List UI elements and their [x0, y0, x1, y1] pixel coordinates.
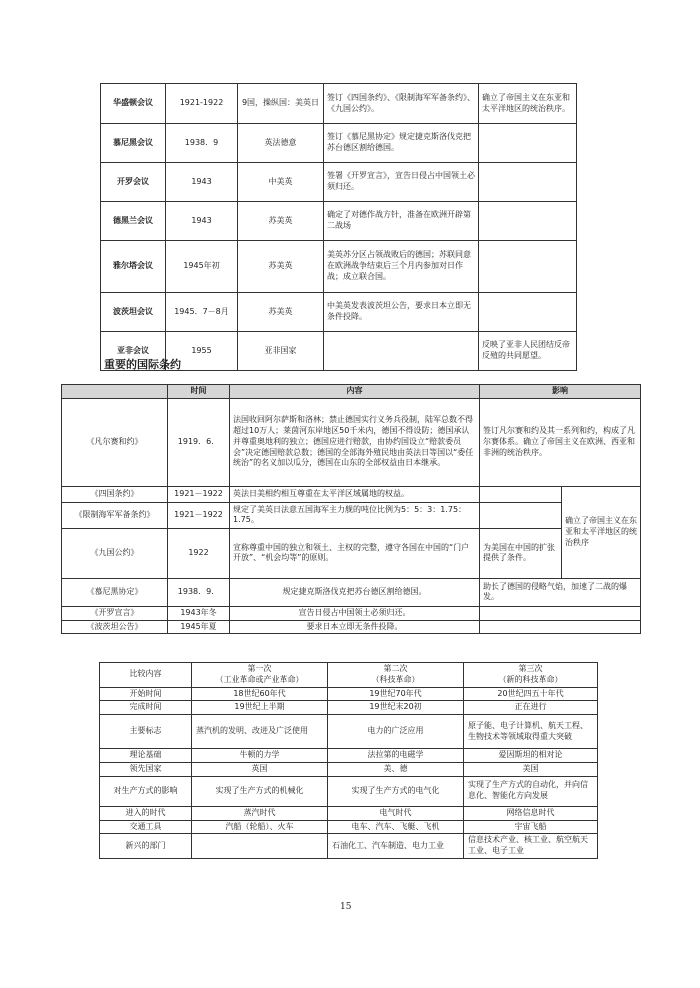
conference-content: 签订《慕尼黑协定》规定捷克斯洛伐克把苏台德区割给德国。 — [324, 124, 479, 163]
row-label: 进入的时代 — [100, 806, 192, 820]
treaty-time: 1945年夏 — [168, 620, 230, 634]
conference-impact — [479, 293, 577, 332]
table-cell: 宇宙飞船 — [464, 820, 598, 834]
table-row — [100, 701, 598, 715]
conference-table — [100, 83, 577, 371]
conference-time: 1921-1922 — [166, 84, 238, 124]
table-row — [62, 578, 641, 606]
conference-name: 亚非会议 — [101, 332, 166, 371]
conference-parties: 苏美英 — [238, 241, 324, 293]
table-cell: 美、德 — [328, 762, 464, 776]
table-row — [101, 163, 577, 202]
treaty-content: 规定捷克斯洛伐克把苏台德区割给德国。 — [230, 578, 480, 606]
table-cell: 牛顿的力学 — [192, 749, 328, 763]
treaties-header-row — [62, 385, 641, 399]
treaty-time: 1919．6． — [168, 398, 230, 486]
treaty-content: 要求日本立即无条件投降。 — [230, 620, 480, 634]
conference-content: 美英苏分区占领战败后的德国；苏联同意在欧洲战争结束后三个月内参加对日作战；成立联合国。 — [324, 241, 479, 293]
table-row — [62, 606, 641, 620]
conference-content — [324, 332, 479, 371]
conference-content: 中美英发表波茨坦公告，要求日本立即无条件投降。 — [324, 293, 479, 332]
table-cell: 石油化工、汽车制造、电力工业 — [328, 834, 464, 859]
table-row — [101, 202, 577, 241]
table-cell: 美国 — [464, 762, 598, 776]
conference-parties: 苏美英 — [238, 202, 324, 241]
row-label: 新兴的部门 — [100, 834, 192, 859]
table-row — [62, 502, 641, 528]
conference-name: 波茨坦会议 — [101, 293, 166, 332]
table-cell: 蒸汽时代 — [192, 806, 328, 820]
table-row — [101, 293, 577, 332]
treaty-name: 《九国公约》 — [62, 528, 168, 578]
revolutions-rows — [100, 663, 598, 859]
conference-impact — [479, 202, 577, 241]
row-label: 主要标志 — [100, 715, 192, 749]
conference-content: 签署《开罗宣言》，宣告日侵占中国领土必须归还。 — [324, 163, 479, 202]
treaty-time: 1922 — [168, 528, 230, 578]
row-label: 领先国家 — [100, 762, 192, 776]
conference-parties: 9国，操纵国：美英日 — [238, 84, 324, 124]
column-header: 第二次 （科技革命） — [328, 663, 464, 688]
table-cell: 19世纪上半期 — [192, 701, 328, 715]
table-cell: 原子能、电子计算机、航天工程、生物技术等领域取得重大突破 — [464, 715, 598, 749]
treaty-impact: 确立了帝国主义在东亚和太平洋地区的统治秩序 — [562, 486, 641, 578]
conference-time: 1945．7－8月 — [166, 293, 238, 332]
table-row — [62, 486, 641, 502]
conference-rows — [101, 84, 577, 371]
row-label: 理论基础 — [100, 749, 192, 763]
row-label: 交通工具 — [100, 820, 192, 834]
conference-time: 1955 — [166, 332, 238, 371]
treaty-content: 宣称尊重中国的独立和领土、主权的完整，遵守各国在中国的“门户开放”、“机会均等”的原则。 — [230, 528, 480, 578]
conference-impact — [479, 124, 577, 163]
conference-time: 1943 — [166, 163, 238, 202]
table-cell: 18世纪60年代 — [192, 687, 328, 701]
conference-parties: 英法德意 — [238, 124, 324, 163]
treaty-name: 《波茨坦公告》 — [62, 620, 168, 634]
table-row — [62, 398, 641, 486]
treaty-time: 1943年冬 — [168, 606, 230, 620]
page-number: 15 — [340, 902, 352, 912]
treaties-table — [61, 384, 641, 634]
table-row — [101, 84, 577, 124]
header-content: 内容 — [230, 385, 480, 399]
treaty-content: 规定了美英日法意五国海军主力舰的吨位比例为5：5：3：1.75：1.75。 — [230, 502, 480, 528]
conference-impact: 反映了亚非人民团结反帝反殖的共同愿望。 — [479, 332, 577, 371]
table-row — [100, 776, 598, 806]
table-row — [100, 834, 598, 859]
table-cell: 正在进行 — [464, 701, 598, 715]
table-row — [101, 241, 577, 293]
revolutions-table — [99, 662, 598, 859]
table-cell: 蒸汽机的发明、改进及广泛使用 — [192, 715, 328, 749]
conference-content: 确定了对德作战方针，准备在欧洲开辟第二战场 — [324, 202, 479, 241]
treaty-impact: 助长了德国的侵略气焰，加速了二战的爆发。 — [480, 578, 641, 606]
table-row — [100, 806, 598, 820]
table-row — [62, 528, 641, 578]
conference-parties: 苏美英 — [238, 293, 324, 332]
header-time: 时间 — [168, 385, 230, 399]
treaty-time: 1938．9． — [168, 578, 230, 606]
conference-parties: 亚非国家 — [238, 332, 324, 371]
table-cell: 20世纪四五十年代 — [464, 687, 598, 701]
treaty-name: 《凡尔赛和约》 — [62, 398, 168, 486]
treaty-name: 《限制海军军备条约》 — [62, 502, 168, 528]
conference-time: 1938．9 — [166, 124, 238, 163]
conference-impact — [479, 241, 577, 293]
conference-content: 签订《四国条约》、《限制海军军备条约》、《九国公约》。 — [324, 84, 479, 124]
revolutions-header-row — [100, 663, 598, 688]
conference-name: 慕尼黑会议 — [101, 124, 166, 163]
treaty-content: 法国收回阿尔萨斯和洛林；禁止德国实行义务兵役制，陆军总数不得超过10万人；莱茵河东岸地区50千米内，德国不得设防；德国承认并尊重奥地利的独立；德国应进行赔款，由协约国设立“赔款委员会”决定德国赔款总数；德国的全部海外殖民地由英法日等国以“委任统治”的名义加以瓜分，德国在山东的全部权益由日本继承。 — [230, 398, 480, 486]
conference-time: 1945年初 — [166, 241, 238, 293]
table-cell: 汽船（轮船）、火车 — [192, 820, 328, 834]
column-header: 比较内容 — [100, 663, 192, 688]
table-row — [101, 124, 577, 163]
table-row — [62, 620, 641, 634]
table-cell: 信息技术产业、核工业、航空航天工业、电子工业 — [464, 834, 598, 859]
table-row — [100, 762, 598, 776]
table-cell: 英国 — [192, 762, 328, 776]
table-cell: 实现了生产方式的自动化，并向信息化、智能化方向发展 — [464, 776, 598, 806]
row-label: 完成时间 — [100, 701, 192, 715]
table-cell: 爱因斯坦的相对论 — [464, 749, 598, 763]
table-row — [100, 749, 598, 763]
table-cell: 实现了生产方式的机械化 — [192, 776, 328, 806]
table-cell: 电力的广泛应用 — [328, 715, 464, 749]
table-cell: 实现了生产方式的电气化 — [328, 776, 464, 806]
row-label: 对生产方式的影响 — [100, 776, 192, 806]
header-impact: 影响 — [480, 385, 641, 399]
treaty-name: 《四国条约》 — [62, 486, 168, 502]
treaty-time: 1921－1922 — [168, 502, 230, 528]
column-header: 第三次 （新的科技革命） — [464, 663, 598, 688]
treaties-title: 重要的国际条约 — [104, 358, 181, 371]
treaty-impact: 为美国在中国的扩张提供了条件。 — [480, 528, 562, 578]
conference-name: 德黑兰会议 — [101, 202, 166, 241]
table-cell: 电车、汽车、飞艇、飞机 — [328, 820, 464, 834]
treaty-name: 《慕尼黑协定》 — [62, 578, 168, 606]
row-label: 开始时间 — [100, 687, 192, 701]
table-cell: 电气时代 — [328, 806, 464, 820]
treaty-impact: 签订凡尔赛和约及其一系列和约，构成了凡尔赛体系。确立了帝国主义在欧洲、西亚和非洲的统治秩序。 — [480, 398, 641, 486]
table-row — [100, 687, 598, 701]
conference-time: 1943 — [166, 202, 238, 241]
conference-name: 开罗会议 — [101, 163, 166, 202]
table-row — [100, 820, 598, 834]
table-cell: 19世纪70年代 — [328, 687, 464, 701]
treaty-time: 1921－1922 — [168, 486, 230, 502]
table-cell: 19世纪末20初 — [328, 701, 464, 715]
conference-impact: 确立了帝国主义在东亚和太平洋地区的统治秩序。 — [479, 84, 577, 124]
conference-name: 华盛顿会议 — [101, 84, 166, 124]
table-cell: 网络信息时代 — [464, 806, 598, 820]
treaty-name: 《开罗宣言》 — [62, 606, 168, 620]
treaty-content: 宣告日侵占中国领土必须归还。 — [230, 606, 480, 620]
table-cell — [192, 834, 328, 859]
conference-impact — [479, 163, 577, 202]
conference-name: 雅尔塔会议 — [101, 241, 166, 293]
column-header: 第一次 （工业革命或产业革命） — [192, 663, 328, 688]
table-row — [100, 715, 598, 749]
treaty-content: 英法日美相约相互尊重在太平洋区域属地的权益。 — [230, 486, 480, 502]
table-cell: 法拉第的电磁学 — [328, 749, 464, 763]
conference-parties: 中美英 — [238, 163, 324, 202]
